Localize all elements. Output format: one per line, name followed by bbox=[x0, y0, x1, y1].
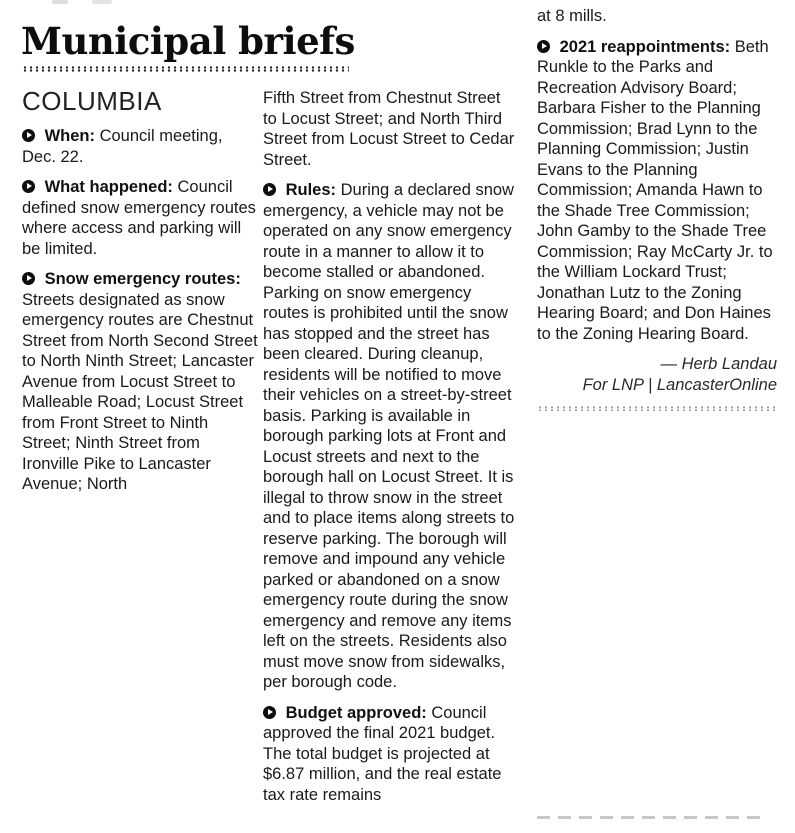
brief-item-when bbox=[22, 126, 258, 167]
brief-item-budget bbox=[263, 703, 515, 806]
item-text: Streets designated as snow emergency routes are Chestnut Street from North Second Street to North Ninth Street; Lancaster Avenue from Locust Street to Malleable Road; Locust Street from Front Street to Ninth Street; Ninth Street from Ironville Pike to Lancaster Avenue; North bbox=[22, 290, 258, 493]
column-left bbox=[22, 86, 258, 505]
play-bullet-icon bbox=[263, 706, 276, 719]
play-bullet-icon bbox=[22, 272, 35, 285]
column-right bbox=[537, 6, 777, 411]
item-text: Council approved the final 2021 budget. The total budget is projected at $6.87 million, and the real estate tax rate remains bbox=[263, 703, 502, 804]
item-text: Council meeting, Dec. 22. bbox=[22, 127, 223, 166]
byline-author: — Herb Landau bbox=[660, 355, 777, 373]
item-label: Rules: bbox=[285, 181, 337, 199]
item-label: When: bbox=[44, 127, 95, 145]
item-text: Beth Runkle to the Parks and Recreation Advisory Board; Barbara Fisher to the Planning Commission; Brad Lynn to the Planning Commission; Justin Evans to the Planning Commission; Amanda Hawn to the Shade Tree Commission; John Gamby to the Shade Tree Commission; Ray McCarty Jr. to the William Lockard Trust; Jonathan Lutz to the Zoning Hearing Board; and Don Haines to the Zoning Hearing Board. bbox=[537, 37, 773, 343]
brief-item-what-happened bbox=[22, 177, 258, 259]
headline-dotted-rule bbox=[22, 66, 349, 72]
column-middle bbox=[263, 88, 515, 815]
item-label: Budget approved: bbox=[285, 703, 427, 722]
item-label: 2021 reappointments: bbox=[559, 37, 731, 56]
byline-organization: For LNP | LancasterOnline bbox=[582, 376, 777, 394]
brief-item-continuation bbox=[263, 88, 515, 170]
item-text: at 8 mills. bbox=[537, 7, 607, 25]
play-bullet-icon bbox=[537, 40, 550, 53]
cropped-text-artifact-top-left-2 bbox=[92, 0, 112, 4]
play-bullet-icon bbox=[22, 129, 35, 142]
brief-item-snow-routes bbox=[22, 269, 258, 495]
play-bullet-icon bbox=[263, 183, 276, 196]
section-heading: COLUMBIA bbox=[22, 86, 162, 116]
page-title: Municipal briefs bbox=[21, 19, 355, 63]
item-text: Fifth Street from Chestnut Street to Locust Street; and North Third Street from Locust Street to Cedar Street. bbox=[263, 89, 515, 169]
byline bbox=[537, 354, 777, 396]
brief-item-rules bbox=[263, 180, 515, 693]
cropped-text-artifact-bottom bbox=[537, 816, 765, 819]
item-text: During a declared snow emergency, a vehicle may not be operated on any snow emergency route in a manner to allow it to become stalled or abandoned. Parking on snow emergency routes is prohibited until the snow has stopped and the street has been cleared. During cleanup, residents will be notified to move their vehicles on a street-by-street basis. Parking is available in borough parking lots at Front and Locust streets and next to the borough hall on Locust Street. It is illegal to throw snow in the street and to place items along streets to reserve parking. The borough will remove and impound any vehicle parked or abandoned on a snow emergency route during the snow emergency and remove any items left on the streets. Residents also must move snow from sidewalks, per borough code. bbox=[263, 181, 515, 691]
cropped-text-artifact-top-left bbox=[52, 0, 68, 4]
item-text: Council defined snow emergency routes where access and parking will be limited. bbox=[22, 178, 256, 258]
play-bullet-icon bbox=[22, 180, 35, 193]
attribution-dotted-rule bbox=[537, 406, 777, 411]
item-label: Snow emergency routes: bbox=[44, 270, 241, 288]
brief-item-continuation bbox=[537, 6, 777, 27]
brief-item-reappointments bbox=[537, 37, 777, 345]
item-label: What happened: bbox=[44, 178, 173, 196]
